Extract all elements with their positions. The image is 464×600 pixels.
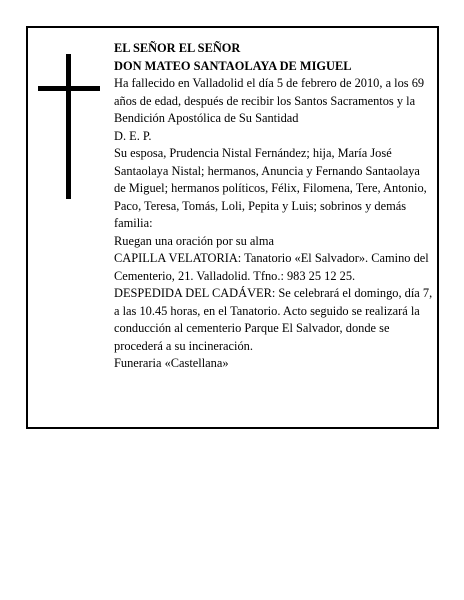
obituary-notice [26,26,439,429]
notice-heading-line1: EL SEÑOR EL SEÑOR [114,41,241,55]
wake-chapel-info: CAPILLA VELATORIA: Tanatorio «El Salvador». Camino del Cementerio, 21. Valladolid. Tfno.: 983 25 12 25. [114,251,429,283]
prayer-request: Ruegan una oración por su alma [114,233,274,248]
funeral-home: Funeraria «Castellana» [114,356,229,370]
family-list: Su esposa, Prudencia Nistal Fernández; hija, María José Santaolaya Nistal; hermanos, Anuncia y Fernando Santaolaya de Miguel; hermanos políticos, Félix, Filomena, Tere, Antonio, Paco, Teresa, Tomás, Loli, Pepita y Luis; sobrinos y demás familia: [114,146,427,230]
cross-vertical-bar [66,54,71,199]
death-announcement: Ha fallecido en Valladolid el día 5 de febrero de 2010, a los 69 años de edad, después de recibir los Santos Sacramentos y la Bendición Apostólica de Su Santidad [114,76,425,125]
notice-text [114,40,434,373]
cross-icon [38,54,100,199]
farewell-info: DESPEDIDA DEL CADÁVER: Se celebrará el domingo, día 7, a las 10.45 horas, en el Tanatorio. Acto seguido se realizará la conducción al cementerio Parque El Salvador, donde se procederá a su incineración. [114,286,433,353]
rip-abbreviation: D. E. P. [114,128,152,143]
deceased-name: DON MATEO SANTAOLAYA DE MIGUEL [114,58,352,73]
cross-horizontal-bar [38,86,100,91]
